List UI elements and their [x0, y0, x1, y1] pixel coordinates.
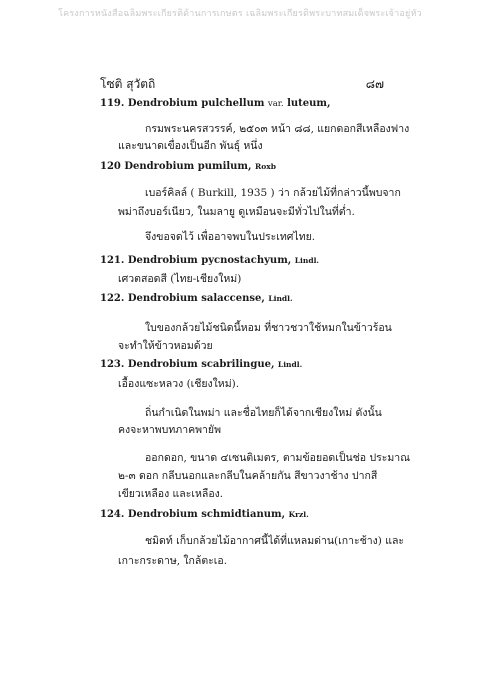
entry-123-line-6: เขียวเหลือง และเหลือง.: [118, 488, 224, 500]
entry-121-title: [100, 255, 319, 266]
entry-121-line-1: เศวตสอดสี (ไทย-เชียงใหม่): [118, 273, 242, 285]
species-name: Dendrobium pycnostachyum,: [127, 255, 292, 266]
entry-123-line-2: ถิ่นกำเนิดในพม่า และชื่อไทยก็ได้จากเชียงใหม่ ดังนั้น: [145, 407, 382, 419]
author-abbrev: Roxb: [254, 162, 276, 171]
entry-number: 123.: [100, 359, 125, 370]
watermark: โครงการหนังสือฉลิมพระเกียรติด้านการเกษตร เฉลิมพระเกียรติพระบาทสมเด็จพระเจ้าอยู่หัว: [58, 9, 422, 19]
variety-name: luteum,: [287, 98, 331, 109]
species-name: Dendrobium salaccense,: [127, 293, 265, 304]
entry-number: 119.: [100, 98, 125, 109]
species-name: Dendrobium pumilum,: [124, 161, 252, 172]
species-name: Dendrobium pulchellum: [127, 98, 265, 109]
running-head: โซติ สุวัตถิ: [100, 77, 156, 91]
entry-119-title: [100, 98, 331, 109]
entry-122-line-2: จะทำให้ข้าวหอมด้วย: [118, 340, 213, 352]
entry-122-line-1: ใบของกล้วยไม้ชนิดนี้หอม ที่ชาวชวาใช้หมกในข้าวร้อน: [145, 322, 392, 334]
species-name: Dendrobium schmidtianum,: [127, 509, 286, 520]
entry-124-title: [100, 509, 309, 520]
entry-120-line-1: เบอร์คิลล์ ( Burkill, 1935 ) ว่า กล้วยไม้ที่กล่าวนี้พบจาก: [145, 187, 401, 199]
entry-123-title: [100, 359, 302, 370]
entry-120-line-3: จึงขอจดไว้ เพื่ออาจพบในประเทศไทย.: [145, 231, 316, 243]
entry-119-line-2: และขนาดเขื่องเป็นอีก พันธุ์ หนึ่ง: [118, 140, 263, 152]
entry-number: 121.: [100, 255, 125, 266]
entry-123-line-4: ออกดอก, ขนาด ๔เซนติเมตร, ตามข้อยอดเป็นช่อ ประมาณ: [145, 452, 410, 464]
author-abbrev: Lindl.: [268, 294, 293, 303]
species-name: Dendrobium scabrilingue,: [127, 359, 275, 370]
entry-122-title: [100, 293, 293, 304]
entry-124-line-1: ชมิดท์ เก็บกล้วยไม้อากาศนี้ได้ที่แหลมด่าน(เกาะช้าง) และ: [145, 535, 405, 547]
entry-number: 120: [100, 161, 121, 172]
entry-number: 124.: [100, 509, 125, 520]
author-abbrev: Lindl.: [277, 360, 303, 369]
entry-120-line-2: พม่าถึงบอร์เนียว, ในมลายู ดูเหมือนจะมีทั่วไปในที่ต่ำ.: [118, 206, 355, 218]
entry-123-line-3: คงจะหาพบทภาคพายัพ: [118, 424, 222, 436]
entry-123-line-1: เอื้องแซะหลวง (เชียงใหม่).: [118, 378, 240, 390]
variety-label: var.: [267, 99, 284, 109]
entry-120-title: [100, 161, 276, 172]
author-abbrev: Krzl.: [288, 510, 309, 519]
author-abbrev: Lindl.: [294, 256, 320, 265]
entry-124-line-2: เกาะกระดาษ, ใกล้ตะเอ.: [118, 555, 228, 567]
entry-123-line-5: ๒-๓ ดอก กลีบนอกและกลีบในคล้ายกัน สีขาวงาช้าง ปากสี: [118, 470, 378, 482]
entry-119-line-1: กรมพระนครสวรรค์, ๒๕๐๓ หน้า ๘๘, แยกดอกสีเหลืองฟาง: [145, 123, 410, 135]
page-number: ๘๗: [365, 77, 384, 91]
entry-number: 122.: [100, 293, 125, 304]
